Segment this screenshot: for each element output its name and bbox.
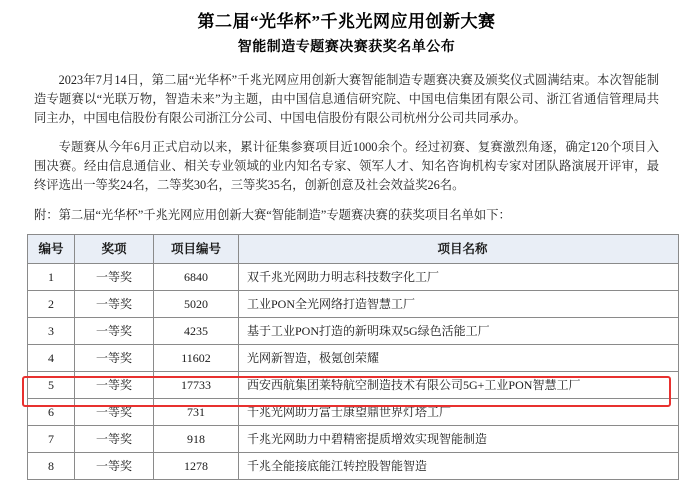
document-subtitle: 智能制造专题赛决赛获奖名单公布 — [237, 40, 456, 55]
cell-no: 3 — [28, 318, 75, 345]
cell-award: 一等奖 — [75, 426, 154, 453]
cell-code: 731 — [154, 399, 239, 426]
table-row-highlighted — [28, 426, 679, 453]
cell-name: 千兆光网助力中碧精密提质增效实现智能制造 — [239, 426, 679, 453]
cell-no: 5 — [28, 372, 75, 399]
table-row — [28, 345, 679, 372]
cell-no: 8 — [28, 453, 75, 480]
attachment-line: 附：第二届“光华杯”千兆光网应用创新大赛“智能制造”专题赛决赛的获奖项目名单如下： — [34, 208, 511, 222]
cell-name: 千兆光网助力富士康望鼎世界灯塔工厂 — [239, 399, 679, 426]
cell-no: 7 — [28, 426, 75, 453]
column-header-name: 项目名称 — [239, 235, 679, 264]
paragraph-1: 2023年7月14日，第二届“光华杯”千兆光网应用创新大赛智能制造专题赛决赛及颁奖仪式圆满结束。本次智能制造专题赛以“光联万物，智造未来”为主题，由中国信息通信研究院、中国电信集团有限公司、浙江省通信管理局共同主办，中国电信股份有限公司浙江分公司、中国电信股份有限公司杭州分公司共同承办。 — [34, 73, 659, 125]
awards-table — [27, 234, 679, 480]
cell-no: 2 — [28, 291, 75, 318]
cell-no: 1 — [28, 264, 75, 291]
column-header-no: 编号 — [28, 235, 75, 264]
table-row — [28, 291, 679, 318]
table-body — [28, 264, 679, 480]
cell-award: 一等奖 — [75, 372, 154, 399]
cell-award: 一等奖 — [75, 264, 154, 291]
cell-code: 5020 — [154, 291, 239, 318]
cell-name: 双千兆光网助力明志科技数字化工厂 — [239, 264, 679, 291]
table-row — [28, 264, 679, 291]
cell-name: 工业PON全光网络打造智慧工厂 — [239, 291, 679, 318]
table-row — [28, 453, 679, 480]
column-header-code: 项目编号 — [154, 235, 239, 264]
table-header — [28, 235, 679, 264]
cell-name: 西安西航集团莱特航空制造技术有限公司5G+工业PON智慧工厂 — [239, 372, 679, 399]
document-title: 第二届“光华杯”千兆光网应用创新大赛 — [197, 12, 496, 31]
cell-no: 6 — [28, 399, 75, 426]
column-header-award: 奖项 — [75, 235, 154, 264]
paragraph-2: 专题赛从今年6月正式启动以来，累计征集参赛项目近1000余个。经过初赛、复赛激烈角逐，确定120个项目入围决赛。经由信息通信业、相关专业领域的业内知名专家、领军人才、知名咨询机构专家对团队路演展开评审，最终评选出一等奖24名，二等奖30名，三等奖35名，创新创意及社会效益奖26名。 — [34, 140, 659, 192]
table-row — [28, 318, 679, 345]
cell-code: 11602 — [154, 345, 239, 372]
cell-award: 一等奖 — [75, 345, 154, 372]
cell-code: 17733 — [154, 372, 239, 399]
cell-name: 千兆全能接底能江转控股智能智造 — [239, 453, 679, 480]
cell-award: 一等奖 — [75, 399, 154, 426]
cell-code: 1278 — [154, 453, 239, 480]
cell-award: 一等奖 — [75, 291, 154, 318]
table-row — [28, 399, 679, 426]
document-body — [34, 71, 659, 225]
cell-code: 6840 — [154, 264, 239, 291]
table-header-row — [28, 235, 679, 264]
cell-code: 4235 — [154, 318, 239, 345]
cell-name: 基于工业PON打造的新明珠双5G绿色活能工厂 — [239, 318, 679, 345]
cell-award: 一等奖 — [75, 453, 154, 480]
cell-name: 光网新智造，极氪创荣耀 — [239, 345, 679, 372]
title-block — [0, 0, 693, 59]
cell-code: 918 — [154, 426, 239, 453]
cell-award: 一等奖 — [75, 318, 154, 345]
table-row — [28, 372, 679, 399]
cell-no: 4 — [28, 345, 75, 372]
